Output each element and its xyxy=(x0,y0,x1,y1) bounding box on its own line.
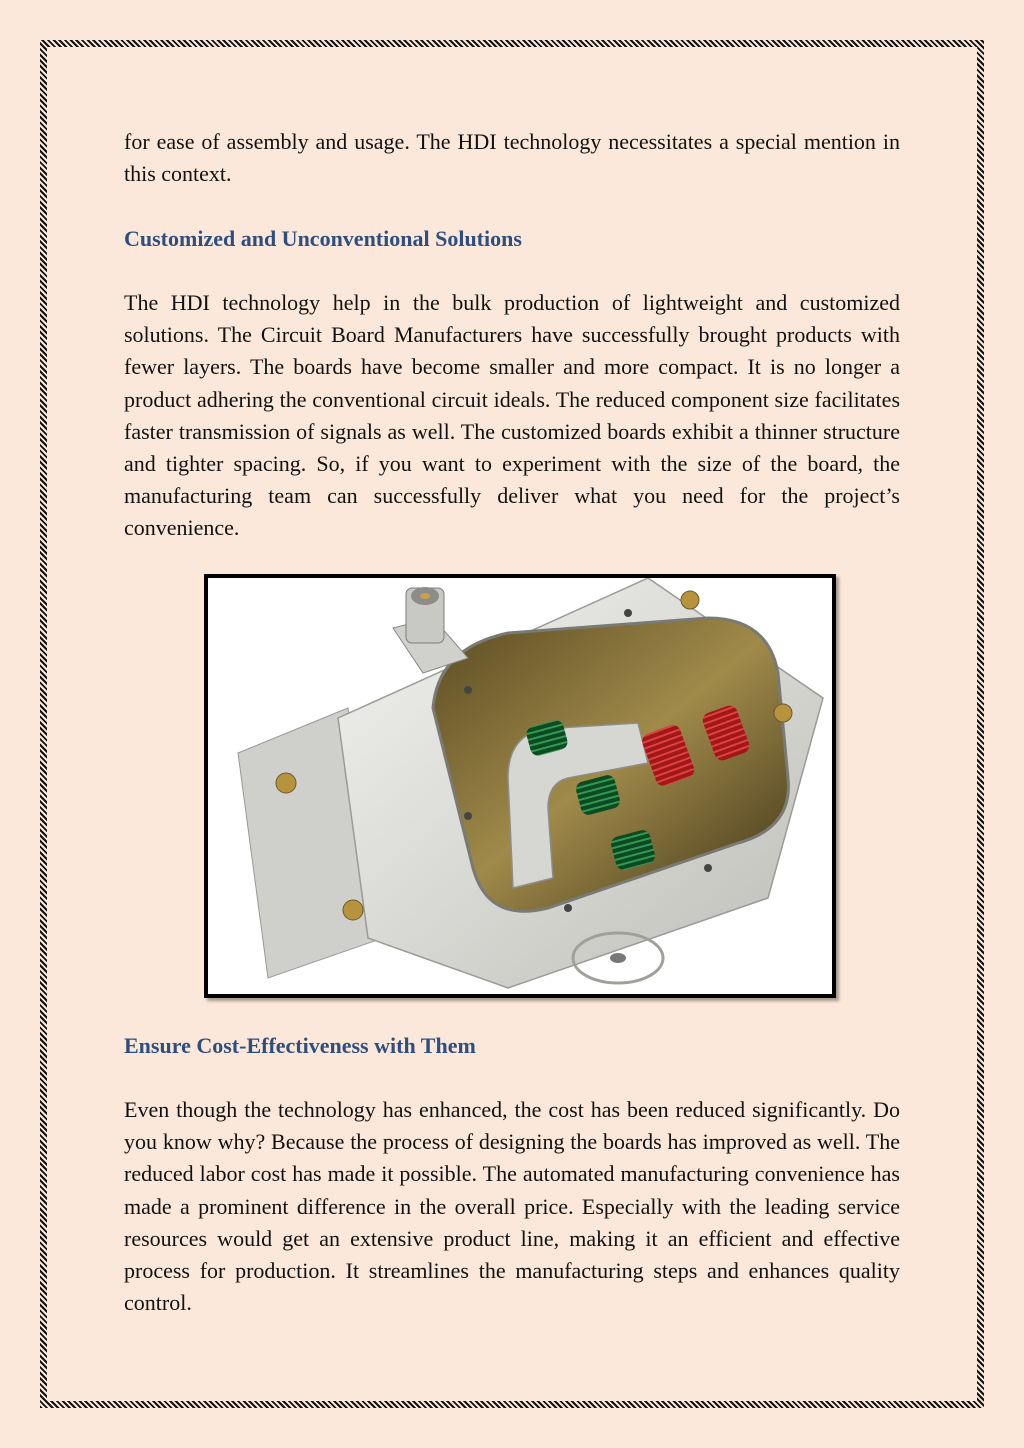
section-paragraph-customized: The HDI technology help in the bulk production of lightweight and customized solutions. The Circuit Board Manufacturers have successfully brought products with fewer layers. The boards have become smaller and more compact. It is no longer a product adhering the conventional circuit ideals. The reduced component size facilitates faster transmission of signals as well. The customized boards exhibit a thinner structure and tighter spacing. So, if you want to experiment with the size of the board, the manufacturing team can successfully deliver what you need for the project’s convenience. xyxy=(124,290,900,541)
section-heading-cost: Ensure Cost-Effectiveness with Them xyxy=(124,1033,476,1058)
section-paragraph-cost: Even though the technology has enhanced, the cost has been reduced significantly. Do you know why? Because the process of designing the boards has improved as well. The reduced labor cost has made it possible. The automated manufacturing convenience has made a prominent difference in the overall price. Especially with the leading service resources would get an extensive product line, making it an efficient and effective process for production. It streamlines the manufacturing steps and enhances quality control. xyxy=(124,1097,900,1316)
section-customized xyxy=(124,223,900,255)
circuit-housing-photo xyxy=(204,574,836,998)
circuit-housing-illustration xyxy=(208,578,832,994)
section-cost-body xyxy=(124,1094,900,1319)
intro-block xyxy=(124,126,900,190)
intro-paragraph: for ease of assembly and usage. The HDI technology necessitates a special mention in this context. xyxy=(124,129,900,187)
section-customized-body xyxy=(124,287,900,545)
section-heading-customized: Customized and Unconventional Solutions xyxy=(124,226,522,251)
section-cost xyxy=(124,1030,900,1062)
